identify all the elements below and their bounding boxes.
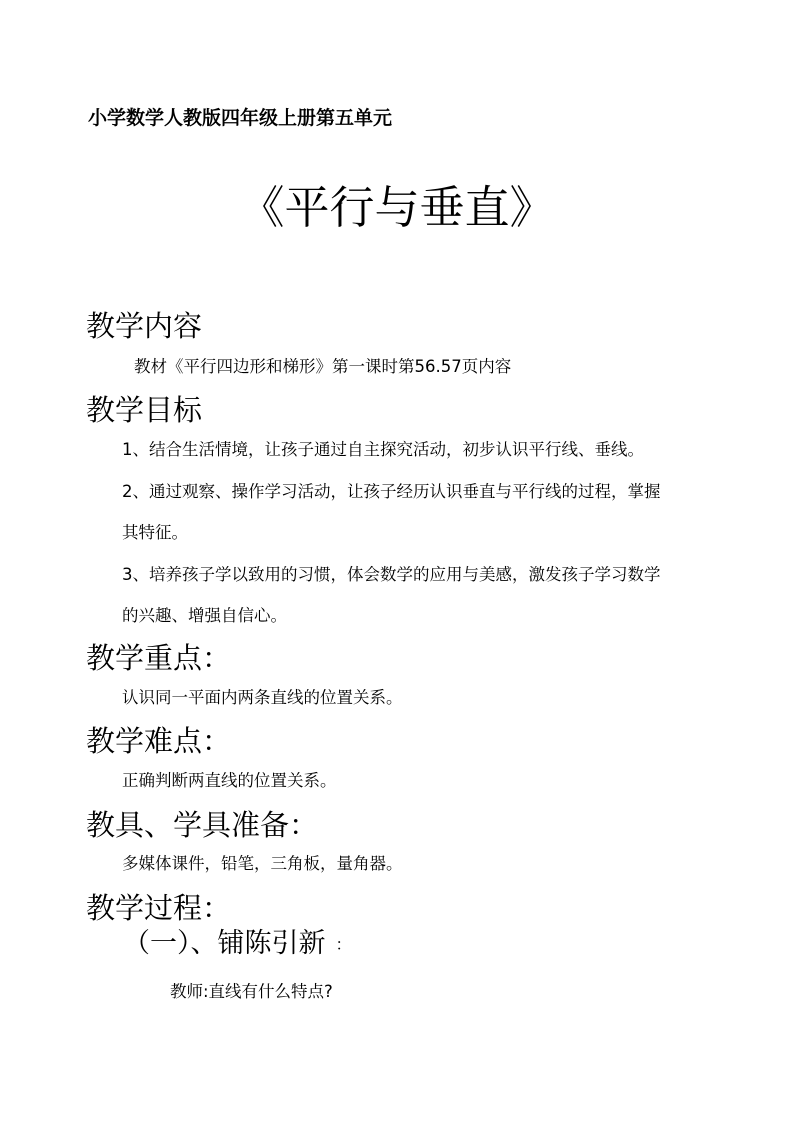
- goal-item-2-continued: 其特征。: [122, 523, 188, 542]
- section-heading-materials: 教具、学具准备：: [86, 808, 319, 842]
- difficulties-text: 正确判断两直线的位置关系。: [122, 771, 337, 790]
- content-text: 教材《平行四边形和梯形》第一课时第56.57页内容: [134, 357, 512, 376]
- materials-text: 多媒体课件，铅笔，三角板，量角器。: [122, 854, 403, 873]
- goal-item-2: 2、通过观察、操作学习活动，让孩子经历认识垂直与平行线的过程，掌握: [122, 482, 661, 501]
- document-subtitle: 小学数学人教版四年级上册第五单元: [88, 107, 393, 129]
- process-step1-text: 教师:直线有什么特点?: [170, 982, 333, 1001]
- goal-item-3-continued: 的兴趣、增强自信心。: [122, 606, 287, 625]
- process-step1-colon: ：: [335, 934, 352, 954]
- section-heading-content: 教学内容: [86, 309, 203, 343]
- goal-item-3: 3、培养孩子学以致用的习惯，体会数学的应用与美感，激发孩子学习数学: [122, 565, 661, 584]
- process-step1-title: （一）、铺陈引新: [123, 928, 326, 959]
- section-heading-goals: 教学目标: [86, 393, 203, 427]
- key-points-text: 认识同一平面内两条直线的位置关系。: [122, 688, 403, 707]
- section-heading-difficulties: 教学难点：: [86, 724, 232, 758]
- goal-item-1: 1、结合生活情境，让孩子通过自主探究活动，初步认识平行线、垂线。: [122, 440, 644, 459]
- document-title: 《平行与垂直》: [239, 181, 555, 234]
- section-heading-key-points: 教学重点：: [86, 641, 232, 675]
- process-step1-heading: [123, 926, 352, 963]
- section-heading-process: 教学过程：: [86, 891, 232, 925]
